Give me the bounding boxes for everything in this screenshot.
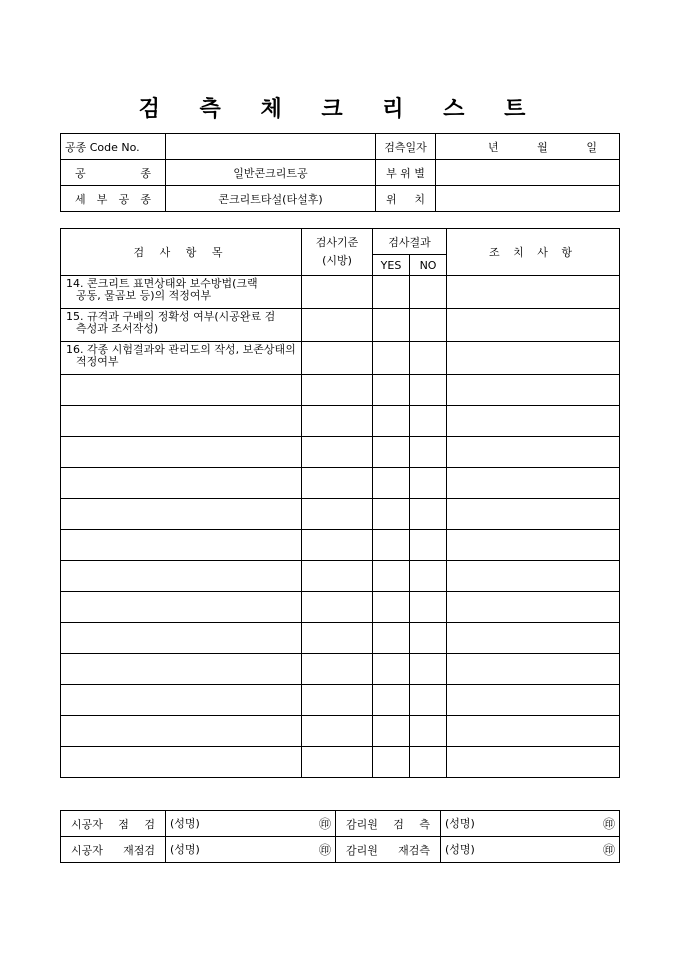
yes-cell[interactable] — [373, 406, 410, 437]
criteria-cell[interactable] — [302, 592, 373, 623]
no-cell[interactable] — [410, 592, 447, 623]
action-cell[interactable] — [447, 530, 620, 561]
signature-row-second — [61, 837, 620, 863]
action-cell[interactable] — [447, 685, 620, 716]
table-row — [61, 654, 620, 685]
item-cell[interactable] — [61, 499, 302, 530]
no-cell[interactable] — [410, 747, 447, 778]
info-row-work-type — [61, 160, 620, 186]
no-cell[interactable] — [410, 276, 447, 309]
check-item-line2: 측성과 조서작성) — [76, 322, 159, 335]
table-row — [61, 747, 620, 778]
item-cell[interactable] — [61, 654, 302, 685]
table-row — [61, 276, 620, 309]
check-item-line1: 15. 규격과 구배의 정확성 여부(시공완료 검 — [66, 310, 276, 323]
criteria-cell[interactable] — [302, 375, 373, 406]
item-cell[interactable] — [61, 375, 302, 406]
table-row — [61, 309, 620, 342]
seal-icon: ㊞ — [602, 843, 615, 857]
criteria-cell[interactable] — [302, 499, 373, 530]
supervisor-inspect-label: 감리원 검 측 — [336, 811, 441, 837]
work-type-label: 공 종 — [61, 160, 166, 186]
no-cell[interactable] — [410, 375, 447, 406]
code-label: 공종 Code No. — [61, 134, 166, 160]
signature-table — [60, 810, 620, 863]
criteria-cell[interactable] — [302, 623, 373, 654]
criteria-cell[interactable] — [302, 561, 373, 592]
yes-cell[interactable] — [373, 375, 410, 406]
header-item: 검 사 항 목 — [61, 229, 302, 276]
action-cell[interactable] — [447, 592, 620, 623]
yes-cell[interactable] — [373, 623, 410, 654]
location-value[interactable] — [436, 186, 620, 212]
table-row — [61, 623, 620, 654]
check-item-line2: 적정여부 — [76, 355, 119, 368]
no-cell[interactable] — [410, 716, 447, 747]
header-action: 조 치 사 항 — [447, 229, 620, 276]
supervisor-reinspect-label: 감리원 재검측 — [336, 837, 441, 863]
signature-row-first — [61, 811, 620, 837]
criteria-cell[interactable] — [302, 406, 373, 437]
supervisor-reinspect-sign[interactable] — [441, 837, 620, 863]
item-cell[interactable] — [61, 747, 302, 778]
seal-icon: ㊞ — [318, 817, 331, 831]
table-row — [61, 342, 620, 375]
criteria-cell[interactable] — [302, 468, 373, 499]
no-cell[interactable] — [410, 342, 447, 375]
criteria-cell[interactable] — [302, 276, 373, 309]
action-cell[interactable] — [447, 623, 620, 654]
contractor-inspect-label: 시공자 점 검 — [61, 811, 166, 837]
contractor-inspect-sign[interactable] — [166, 811, 336, 837]
inspection-date-label: 검측일자 — [376, 134, 436, 160]
action-cell[interactable] — [447, 716, 620, 747]
yes-cell[interactable] — [373, 468, 410, 499]
header-no: NO — [410, 255, 447, 276]
location-label: 위 치 — [376, 186, 436, 212]
item-cell[interactable] — [61, 623, 302, 654]
action-cell[interactable] — [447, 342, 620, 375]
criteria-cell[interactable] — [302, 530, 373, 561]
detail-work-label: 세 부 공 종 — [61, 186, 166, 212]
action-cell[interactable] — [447, 468, 620, 499]
criteria-cell[interactable] — [302, 437, 373, 468]
action-cell[interactable] — [447, 406, 620, 437]
page-title: 검 측 체 크 리 스 트 — [138, 96, 542, 122]
criteria-cell[interactable] — [302, 747, 373, 778]
seal-icon: ㊞ — [602, 817, 615, 831]
yes-cell[interactable] — [373, 276, 410, 309]
detail-work-value[interactable]: 콘크리트타설(타설후) — [166, 186, 376, 212]
check-item-16 — [61, 342, 302, 375]
criteria-cell[interactable] — [302, 654, 373, 685]
table-row — [61, 499, 620, 530]
inspection-date-value[interactable] — [436, 134, 620, 160]
info-row-code — [61, 134, 620, 160]
supervisor-name-placeholder: (성명) — [445, 843, 475, 856]
action-cell[interactable] — [447, 375, 620, 406]
action-cell[interactable] — [447, 654, 620, 685]
checklist-header-row — [61, 229, 620, 255]
item-cell[interactable] — [61, 437, 302, 468]
check-item-14 — [61, 276, 302, 309]
action-cell[interactable] — [447, 437, 620, 468]
no-cell[interactable] — [410, 685, 447, 716]
header-result: 검사결과 — [373, 229, 447, 255]
table-row — [61, 716, 620, 747]
header-yes: YES — [373, 255, 410, 276]
no-cell[interactable] — [410, 654, 447, 685]
no-cell[interactable] — [410, 623, 447, 654]
table-row — [61, 406, 620, 437]
table-row — [61, 530, 620, 561]
item-cell[interactable] — [61, 716, 302, 747]
contractor-name-placeholder: (성명) — [170, 843, 200, 856]
yes-cell[interactable] — [373, 685, 410, 716]
no-cell[interactable] — [410, 437, 447, 468]
criteria-cell[interactable] — [302, 685, 373, 716]
part-value[interactable] — [436, 160, 620, 186]
item-cell[interactable] — [61, 406, 302, 437]
item-cell[interactable] — [61, 685, 302, 716]
item-cell[interactable] — [61, 592, 302, 623]
contractor-name-placeholder: (성명) — [170, 817, 200, 830]
yes-cell[interactable] — [373, 530, 410, 561]
table-row — [61, 375, 620, 406]
action-cell[interactable] — [447, 561, 620, 592]
yes-cell[interactable] — [373, 592, 410, 623]
no-cell[interactable] — [410, 530, 447, 561]
work-type-value[interactable]: 일반콘크리트공 — [166, 160, 376, 186]
code-value[interactable] — [166, 134, 376, 160]
action-cell[interactable] — [447, 747, 620, 778]
action-cell[interactable] — [447, 499, 620, 530]
action-cell[interactable] — [447, 309, 620, 342]
table-row — [61, 592, 620, 623]
item-cell[interactable] — [61, 561, 302, 592]
check-item-line1: 16. 각종 시험결과와 관리도의 작성, 보존상태의 — [66, 343, 296, 356]
yes-cell[interactable] — [373, 654, 410, 685]
header-criteria-line1: 검사기준 — [315, 236, 359, 249]
contractor-reinspect-sign[interactable] — [166, 837, 336, 863]
criteria-cell[interactable] — [302, 342, 373, 375]
yes-cell[interactable] — [373, 716, 410, 747]
no-cell[interactable] — [410, 499, 447, 530]
date-year: 년 — [488, 140, 499, 154]
table-row — [61, 561, 620, 592]
check-item-15 — [61, 309, 302, 342]
table-row — [61, 685, 620, 716]
no-cell[interactable] — [410, 309, 447, 342]
date-month: 월 — [537, 140, 548, 154]
supervisor-inspect-sign[interactable] — [441, 811, 620, 837]
yes-cell[interactable] — [373, 342, 410, 375]
item-cell[interactable] — [61, 468, 302, 499]
table-row — [61, 437, 620, 468]
action-cell[interactable] — [447, 276, 620, 309]
supervisor-name-placeholder: (성명) — [445, 817, 475, 830]
date-day: 일 — [586, 140, 597, 154]
info-table — [60, 133, 620, 212]
criteria-cell[interactable] — [302, 716, 373, 747]
info-row-detail — [61, 186, 620, 212]
item-cell[interactable] — [61, 530, 302, 561]
seal-icon: ㊞ — [318, 843, 331, 857]
no-cell[interactable] — [410, 468, 447, 499]
checklist-table — [60, 228, 620, 778]
contractor-reinspect-label: 시공자 재점검 — [61, 837, 166, 863]
criteria-cell[interactable] — [302, 309, 373, 342]
no-cell[interactable] — [410, 406, 447, 437]
header-criteria-line2: (시방) — [322, 254, 352, 267]
header-criteria — [302, 229, 373, 276]
yes-cell[interactable] — [373, 499, 410, 530]
no-cell[interactable] — [410, 561, 447, 592]
yes-cell[interactable] — [373, 747, 410, 778]
check-item-line2: 공동, 물곰보 등)의 적정여부 — [76, 289, 212, 302]
table-row — [61, 468, 620, 499]
yes-cell[interactable] — [373, 309, 410, 342]
check-item-line1: 14. 콘크리트 표면상태와 보수방법(크랙 — [66, 277, 258, 290]
part-label: 부 위 별 — [376, 160, 436, 186]
yes-cell[interactable] — [373, 437, 410, 468]
yes-cell[interactable] — [373, 561, 410, 592]
